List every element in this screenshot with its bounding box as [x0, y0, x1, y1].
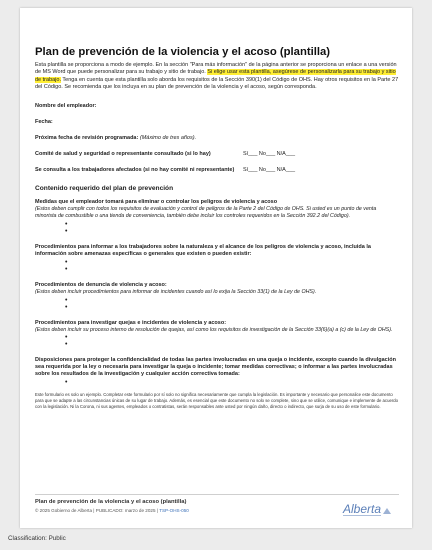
- review-date-label: Próxima fecha de revisión programada:: [35, 135, 139, 142]
- intro-paragraph: [35, 62, 399, 91]
- logo-mountain-icon: [383, 508, 391, 514]
- bullet-item: [65, 297, 399, 304]
- committee-label: Comité de salud y seguridad o representante consultado (si lo hay): [35, 151, 211, 158]
- question-heading: Disposiciones para proteger la confidencialidad de todas las partes involucradas en una queja o incidente, excepto cuando la divulgación sea requerida por la ley o necesaria para investigar la queja o incidente; tomar medidas correctivas; o informar a las partes involucradas sobre los resultados de la investigación y cualquier acción correctiva tomada:: [35, 357, 396, 378]
- classification-label: Classification: Public: [8, 535, 66, 542]
- section-heading: Contenido requerido del plan de prevención: [35, 185, 174, 193]
- question-note: (Estos deben incluir procedimientos para informar de incidentes cuando así lo exija la Sección 33(1) de la Ley de OHS).: [35, 288, 317, 295]
- footer-code: TSP-OHS-050: [159, 508, 189, 513]
- workers-label: Se consulta a los trabajadores afectados (si no hay comité ni representante): [35, 167, 235, 174]
- bullet-item: [65, 259, 399, 266]
- question-heading: Procedimientos para informar a los trabajadores sobre la naturaleza y el alcance de los peligros de violencia y acoso, incluida la información sobre amenazas específicas o generales que existen o pueden existir:: [35, 243, 371, 257]
- intro-text-2: Tenga en cuenta que esta plantilla solo aborda los requisitos de la Sección 390(1) del Código de OHS. Hay otros requisitos en la Parte 27 del Código. Se recomienda que los incluya en su plan de prevención de la violencia y el acoso, según corresponda.: [35, 76, 399, 90]
- bullet-list: [65, 259, 399, 273]
- bullet-list: [65, 221, 399, 235]
- workers-field: [35, 167, 295, 174]
- bullet-item: [65, 334, 399, 341]
- bullet-item: [65, 341, 399, 348]
- question-block: [35, 282, 399, 311]
- bullet-item: [65, 228, 399, 235]
- question-note: (Estos deben incluir su proceso interno de resolución de quejas, así como los requisitos de investigación de la Sección 33(6)(a) a (c) de la Ley de OHS).: [35, 326, 393, 333]
- bullet-item: [65, 221, 399, 228]
- bullet-list: [65, 297, 399, 311]
- employer-name-field: Nombre del empleador:: [35, 103, 97, 110]
- bullet-list: [65, 379, 399, 386]
- alberta-logo-text: Alberta: [343, 502, 382, 516]
- disclaimer: Este formulario es solo un ejemplo. Completar este formulario por sí solo no significa necesariamente que cumpla la legislación. Es importante y necesario que personalice este documento para que se adapte a las circunstancias únicas de su lugar de trabajo. Además, es esencial que este documento no solo se complete, sino que se utilice, comunique e implemente de acuerdo con la legislación. Ni la Corona, ni sus agentes, empleados o contratistas, serán responsables ante usted por ningún daño, directo o indirecto, que surja de su uso de este formulario.: [35, 392, 399, 409]
- date-field: Fecha:: [35, 119, 53, 126]
- intro-highlight: Si elige usar esta plantilla, asegúrese de personalizarla para su trabajo y sitio de trabajo.: [35, 69, 396, 83]
- bullet-item: [65, 379, 399, 386]
- question-heading: Procedimientos para investigar quejas e incidentes de violencia y acoso:: [35, 319, 227, 326]
- intro-text-1: Esta plantilla se proporciona a modo de ejemplo. En la sección "Para más información" de la página anterior se proporciona un enlace a una versión de MS Word que puede personalizar para su trabajo y sitio de trabajo.: [35, 62, 397, 76]
- question-note: (Estos deben cumplir con todos los requisitos de evaluación y control de peligros de la Parte 2 del Código de OHS. Si usted es un punto de venta minorista de combustible o una tienda de conveniencia, también debe incluir los controles requeridos en la Sección 392.2 del Código).: [35, 206, 377, 219]
- bullet-item: [65, 304, 399, 311]
- question-block: [35, 320, 399, 349]
- workers-yes-no-na: Sí___ No___ N/A___: [243, 167, 295, 174]
- document-page: [20, 8, 412, 528]
- document-title: Plan de prevención de la violencia y el acoso (plantilla): [35, 46, 331, 58]
- bullet-item: [65, 266, 399, 273]
- document-footer: [35, 494, 399, 514]
- committee-yes-no-na: Sí___ No___ N/A___: [243, 151, 295, 158]
- question-heading: Procedimientos de denuncia de violencia y acoso:: [35, 281, 167, 288]
- question-block: [35, 357, 399, 386]
- bullet-list: [65, 334, 399, 348]
- question-block: [35, 244, 399, 273]
- document-content: [35, 46, 399, 409]
- review-date-field: [35, 135, 399, 142]
- question-block: [35, 199, 399, 235]
- question-heading: Medidas que el empleador tomará para eliminar o controlar los peligros de violencia y acoso: [35, 199, 278, 206]
- committee-field: [35, 151, 295, 158]
- footer-title: Plan de prevención de la violencia y el acoso (plantilla): [35, 499, 187, 505]
- review-date-hint: (Máximo de tres años).: [139, 135, 197, 142]
- alberta-logo: [341, 500, 399, 518]
- footer-publication: © 2025 Gobierno de Alberta | PUBLICADO: marzo de 2025 |: [35, 508, 160, 513]
